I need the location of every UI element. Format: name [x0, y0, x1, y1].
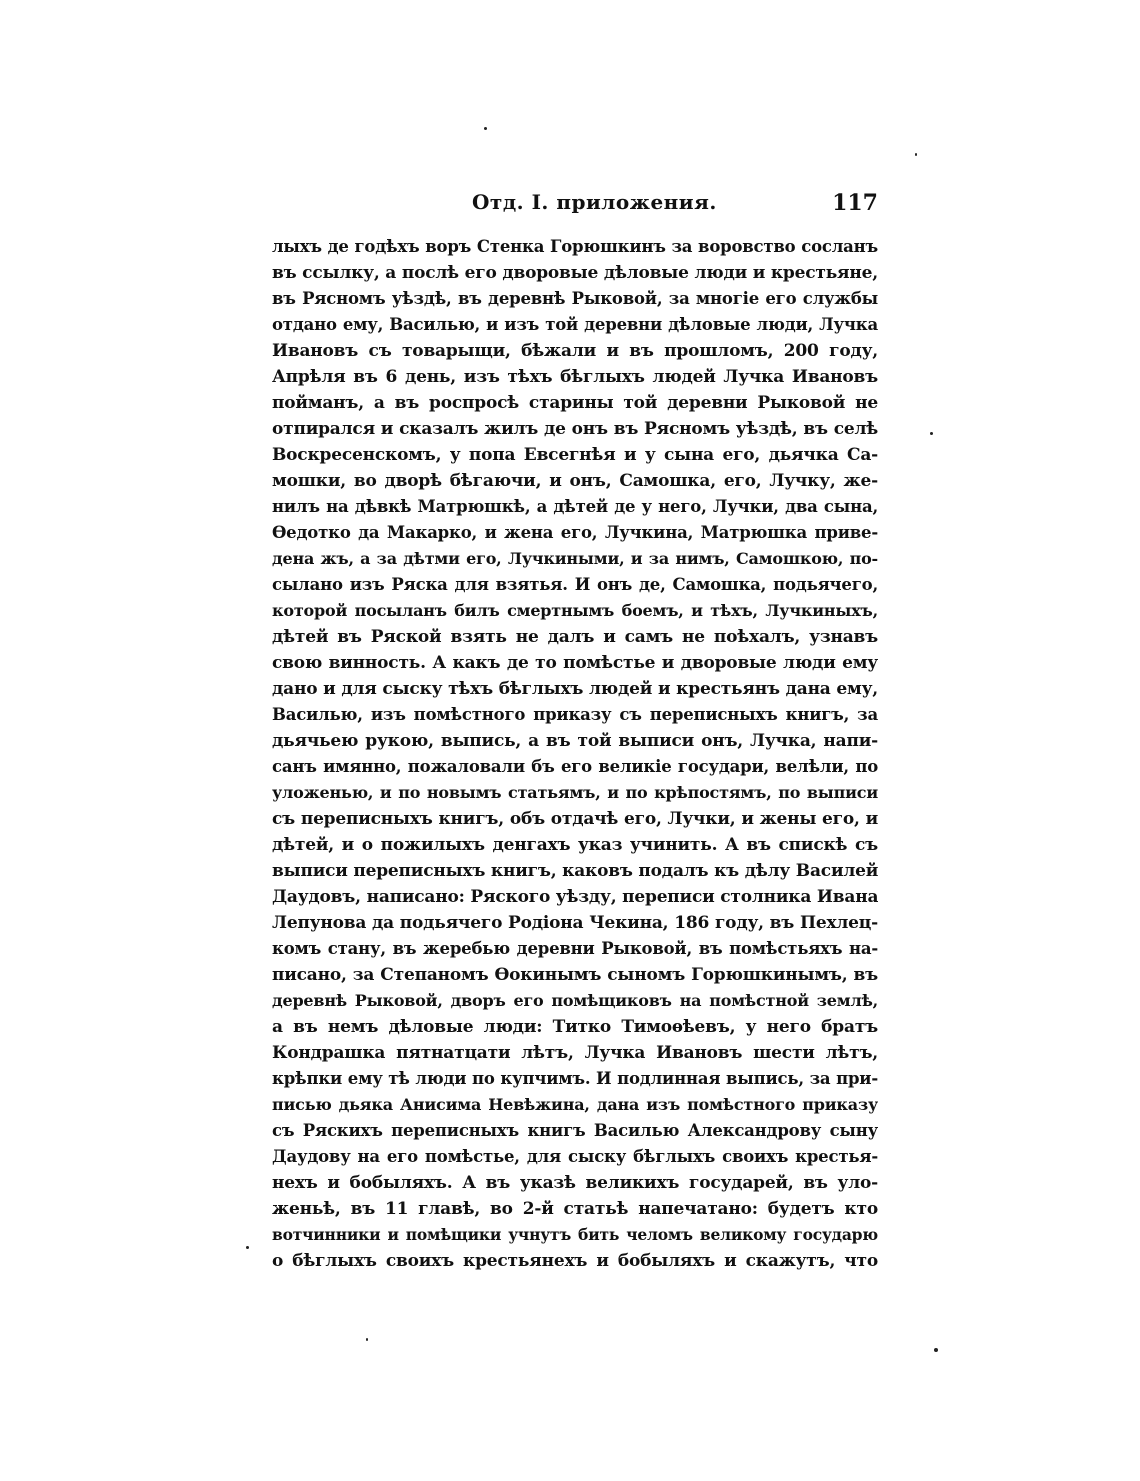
text-line: Лепунова да подьячего Родіона Чекина, 186 году, въ Пехлец- — [272, 913, 878, 933]
text-line: мошки, во дворѣ бѣгаючи, и онъ, Самошка, его, Лучку, же- — [272, 471, 878, 491]
text-line: лыхъ де годѣхъ воръ Стенка Горюшкинъ за воровство сосланъ — [272, 237, 878, 256]
scan-speck — [484, 127, 487, 130]
text-line: крѣпки ему тѣ люди по купчимъ. И подлинная выпись, за при- — [272, 1069, 878, 1088]
scan-speck — [915, 153, 917, 156]
text-line: писано, за Степаномъ Ѳокинымъ сыномъ Горюшкинымъ, въ — [272, 965, 878, 985]
text-line: дьячьею рукою, выпись, а въ той выписи онъ, Лучка, напи- — [272, 731, 878, 751]
text-line: отпирался и сказалъ жилъ де онъ въ Рясномъ уѣздѣ, въ селѣ — [272, 419, 878, 439]
text-line: нилъ на дѣвкѣ Матрюшкѣ, а дѣтей де у него, Лучки, два сына, — [272, 497, 878, 516]
text-line: Апрѣля въ 6 день, изъ тѣхъ бѣглыхъ людей Лучка Ивановъ — [272, 367, 878, 387]
text-line: Ивановъ съ товарыщи, бѣжали и въ прошломъ, 200 году, — [272, 341, 878, 361]
text-line: вотчинники и помѣщики учнутъ бить челомъ великому государю — [272, 1225, 878, 1244]
text-line: съ Ряскихъ переписныхъ книгъ Василью Александрову сыну — [272, 1121, 878, 1140]
text-line: нехъ и бобыляхъ. А въ указѣ великихъ государей, въ уло- — [272, 1173, 878, 1193]
running-header — [272, 190, 878, 220]
text-line: деревнѣ Рыковой, дворъ его помѣщиковъ на помѣстной землѣ, — [272, 991, 878, 1010]
text-line: а въ немъ дѣловые люди: Титко Тимоѳѣевъ, у него братъ — [272, 1017, 878, 1037]
text-line: съ переписныхъ книгъ, объ отдачѣ его, Лучки, и жены его, и — [272, 809, 878, 829]
text-line: дѣтей, и о пожилыхъ денгахъ указ учинить. А въ спискѣ съ — [272, 835, 878, 855]
text-line: въ Рясномъ уѣздѣ, въ деревнѣ Рыковой, за многіе его службы — [272, 289, 878, 308]
section-title: Отд. I. приложения. — [472, 190, 717, 214]
text-line: Кондрашка пятнатцати лѣтъ, Лучка Ивановъ шести лѣтъ, — [272, 1043, 878, 1063]
text-line: уложенью, и по новымъ статьямъ, и по крѣпостямъ, по выписи — [272, 783, 878, 802]
text-line: отдано ему, Василью, и изъ той деревни дѣловые люди, Лучка — [272, 315, 878, 334]
body-text — [272, 234, 878, 1274]
text-line: комъ стану, въ жеребью деревни Рыковой, въ помѣстьяхъ на- — [272, 939, 878, 958]
text-line: Ѳедотко да Макарко, и жена его, Лучкина, Матрюшка приве- — [272, 523, 878, 542]
text-line: Воскресенскомъ, у попа Евсегнѣя и у сына его, дьячка Са- — [272, 445, 878, 465]
text-line: женьѣ, въ 11 главѣ, во 2-й статьѣ напечатано: будетъ кто — [272, 1199, 878, 1219]
text-line: дѣтей въ Ряской взять не далъ и самъ не поѣхалъ, узнавъ — [272, 627, 878, 647]
scan-speck — [366, 1338, 368, 1341]
text-line: о бѣглыхъ своихъ крестьянехъ и бобыляхъ и скажутъ, что — [272, 1251, 878, 1271]
text-line: писью дьяка Анисима Невѣжина, дана изъ помѣстного приказу — [272, 1095, 878, 1114]
scan-speck — [930, 432, 933, 435]
text-line: дена жъ, а за дѣтми его, Лучкиными, и за нимъ, Самошкою, по- — [272, 549, 878, 568]
text-line: Даудову на его помѣстье, для сыску бѣглыхъ своихъ крестья- — [272, 1147, 878, 1166]
page-number: 117 — [832, 190, 878, 216]
text-line: Даудовъ, написано: Ряского уѣзду, переписи столника Ивана — [272, 887, 878, 907]
text-line: которой посыланъ билъ смертнымъ боемъ, и тѣхъ, Лучкиныхъ, — [272, 601, 878, 620]
text-line: сылано изъ Ряска для взятья. И онъ де, Самошка, подьячего, — [272, 575, 878, 594]
text-line: дано и для сыску тѣхъ бѣглыхъ людей и крестьянъ дана ему, — [272, 679, 878, 699]
text-line: Василью, изъ помѣстного приказу съ переписныхъ книгъ, за — [272, 705, 878, 724]
scan-speck — [246, 1246, 249, 1249]
text-line: пойманъ, а въ роспросѣ старины той деревни Рыковой не — [272, 393, 878, 413]
text-line: въ ссылку, а послѣ его дворовые дѣловые люди и крестьяне, — [272, 263, 878, 283]
scan-speck — [934, 1348, 938, 1352]
text-line: свою винность. А какъ де то помѣстье и дворовые люди ему — [272, 653, 878, 673]
text-line: выписи переписныхъ книгъ, каковъ подалъ къ дѣлу Василей — [272, 861, 878, 881]
text-line: санъ имянно, пожаловали бъ его великіе государи, велѣли, по — [272, 757, 878, 776]
